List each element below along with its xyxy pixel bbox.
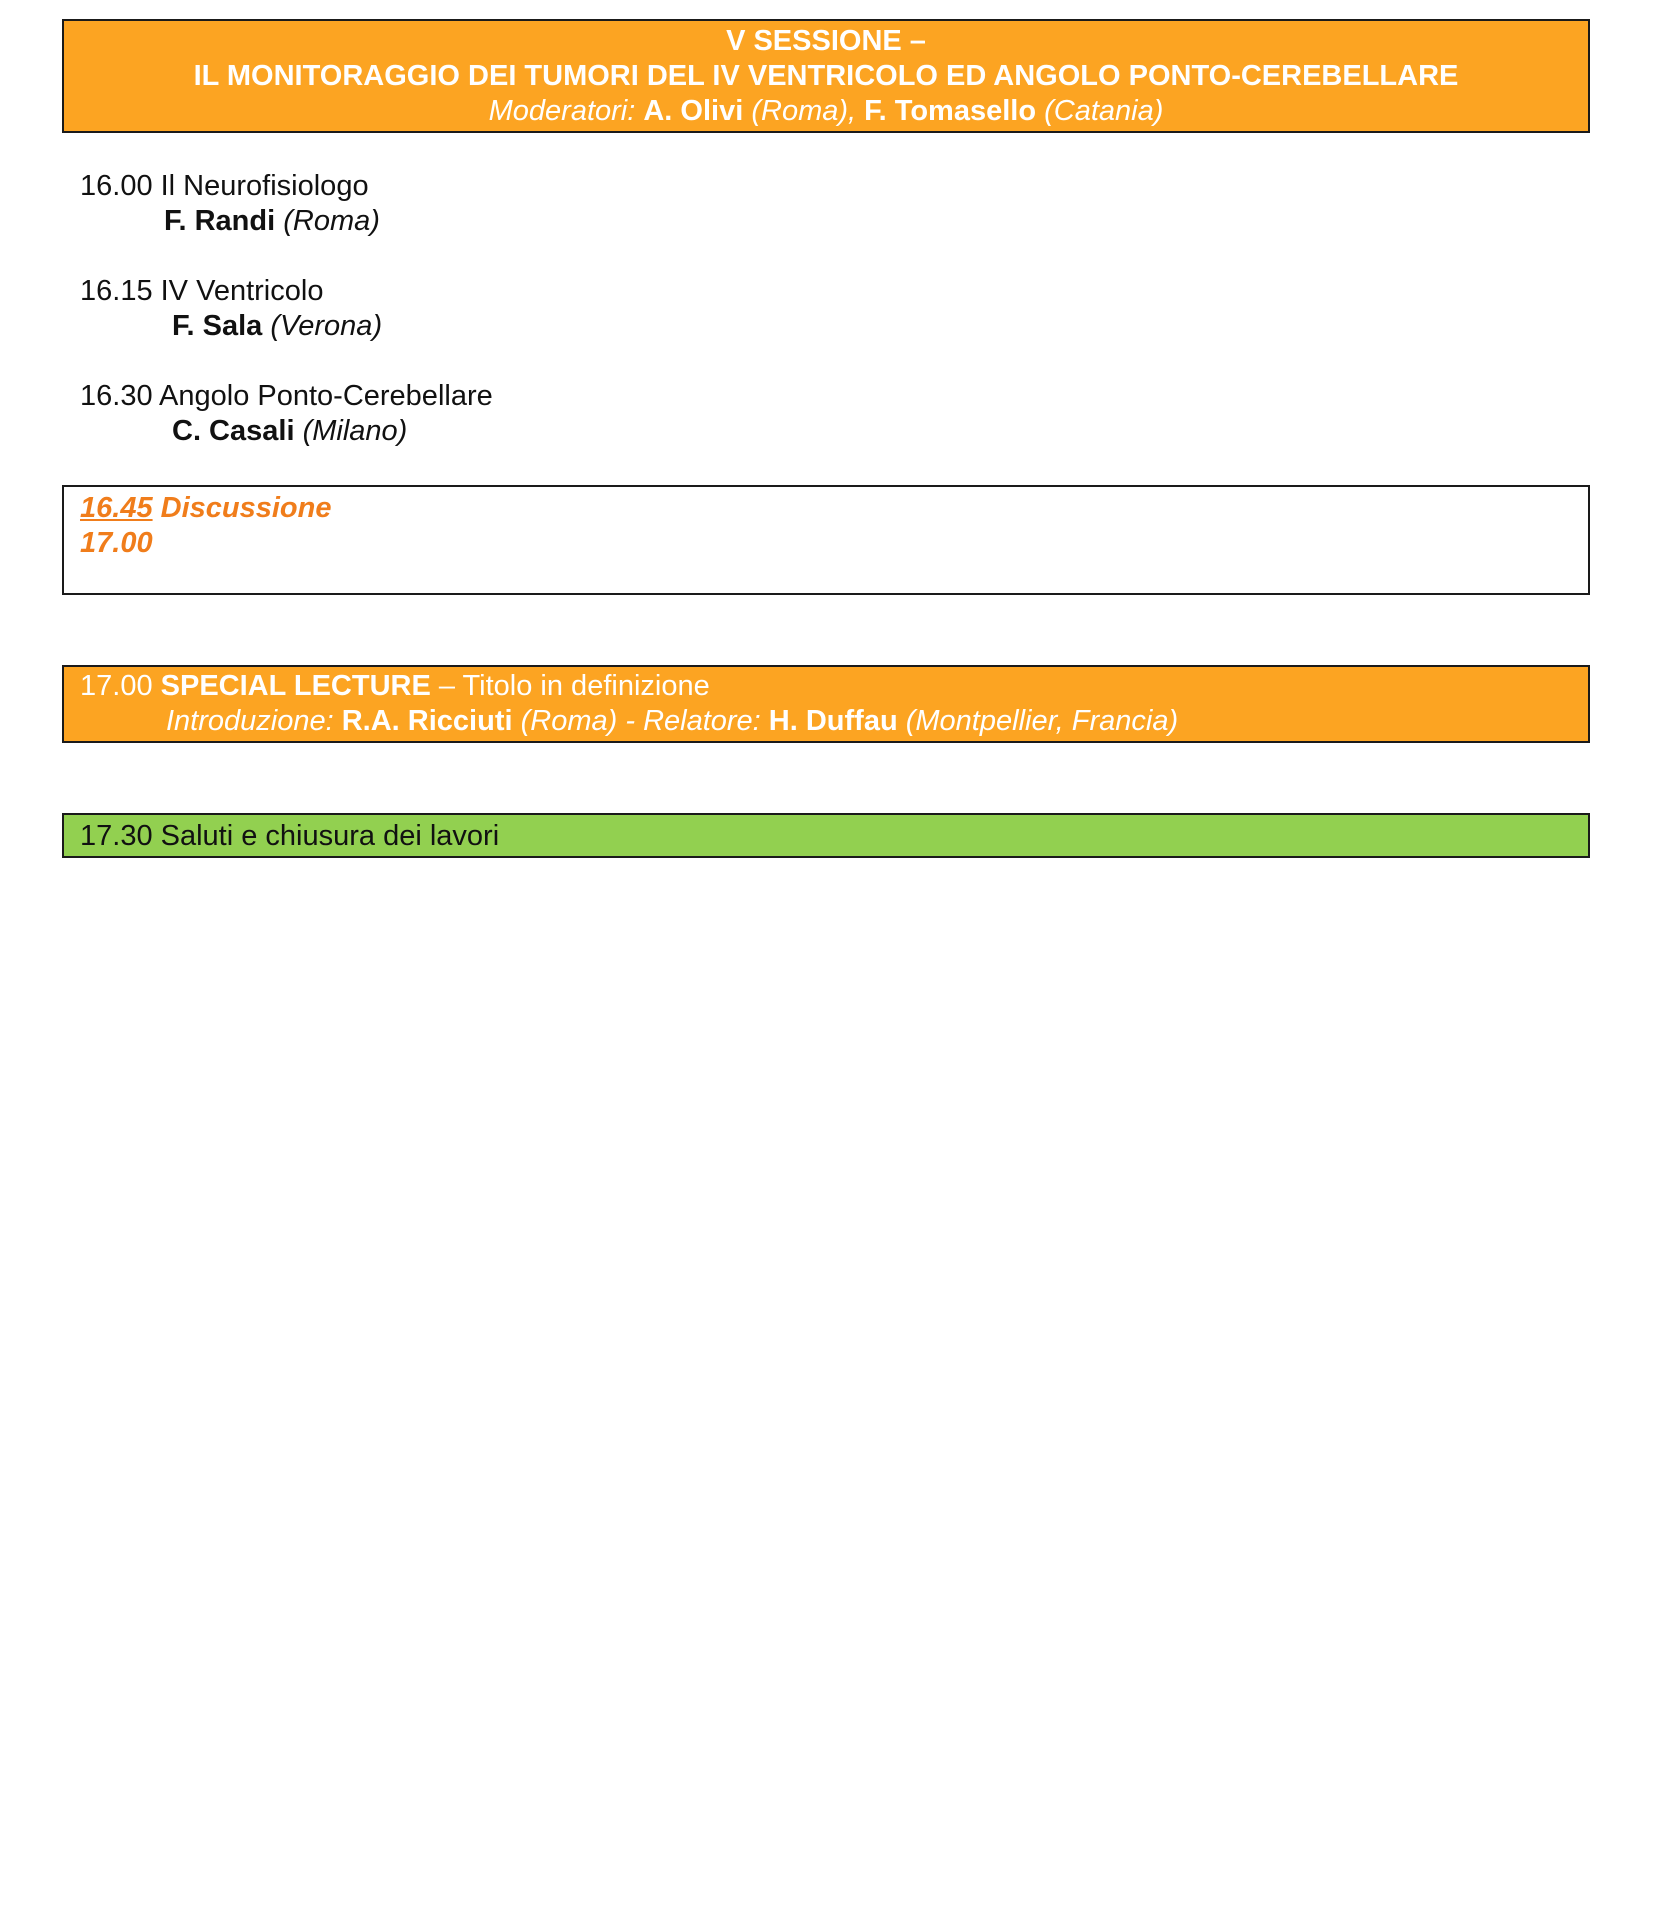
speaker-city: (Roma) <box>283 205 380 237</box>
speaker-label: Relatore: <box>643 705 761 737</box>
intro-city: (Roma) - <box>520 705 635 737</box>
lecture-speaker-name: H. Duffau <box>768 705 898 737</box>
moderators-label: Moderatori: <box>488 95 636 127</box>
session-title: IL MONITORAGGIO DEI TUMORI DEL IV VENTRICOLO ED ANGOLO PONTO-CEREBELLARE <box>193 60 1459 92</box>
speaker-city: (Milano) <box>302 415 408 447</box>
lecture-people-line <box>80 704 1588 739</box>
talk-speaker <box>80 414 493 449</box>
discussion-box <box>62 485 1590 595</box>
lecture-title: SPECIAL LECTURE <box>160 670 431 702</box>
lecture-subtitle: – Titolo in definizione <box>438 670 710 702</box>
moderator-1-city: (Roma), <box>751 95 857 127</box>
closing-box <box>62 813 1590 858</box>
talk-time-title: 16.15 IV Ventricolo <box>80 275 324 307</box>
special-lecture-box <box>62 665 1590 743</box>
session-moderators <box>64 94 1588 129</box>
lecture-title-line <box>80 669 1588 704</box>
talk-time-title: 16.00 Il Neurofisiologo <box>80 170 369 202</box>
session-header-box <box>62 19 1590 133</box>
speaker-city: (Verona) <box>270 310 383 342</box>
discussion-line <box>80 491 1588 526</box>
intro-label: Introduzione: <box>166 705 334 737</box>
talk-item <box>80 274 382 344</box>
talk-item <box>80 169 380 239</box>
talk-speaker <box>80 309 382 344</box>
discussion-label: Discussione <box>160 492 332 524</box>
intro-name: R.A. Ricciuti <box>341 705 513 737</box>
moderator-1-name: A. Olivi <box>643 95 744 127</box>
talk-speaker <box>80 204 380 239</box>
talk-item <box>80 379 493 449</box>
speaker-name: C. Casali <box>172 415 295 447</box>
lecture-speaker-city: (Montpellier, Francia) <box>905 705 1179 737</box>
speaker-name: F. Sala <box>172 310 263 342</box>
discussion-end-time: 17.00 <box>80 527 153 559</box>
talk-time-title: 16.30 Angolo Ponto-Cerebellare <box>80 380 493 412</box>
lecture-time: 17.00 <box>80 670 153 702</box>
session-number: V SESSIONE – <box>726 25 926 57</box>
closing-text: 17.30 Saluti e chiusura dei lavori <box>80 820 500 852</box>
discussion-time: 16.45 <box>80 492 153 524</box>
speaker-name: F. Randi <box>164 205 276 237</box>
moderator-2-name: F. Tomasello <box>864 95 1037 127</box>
moderator-2-city: (Catania) <box>1044 95 1164 127</box>
